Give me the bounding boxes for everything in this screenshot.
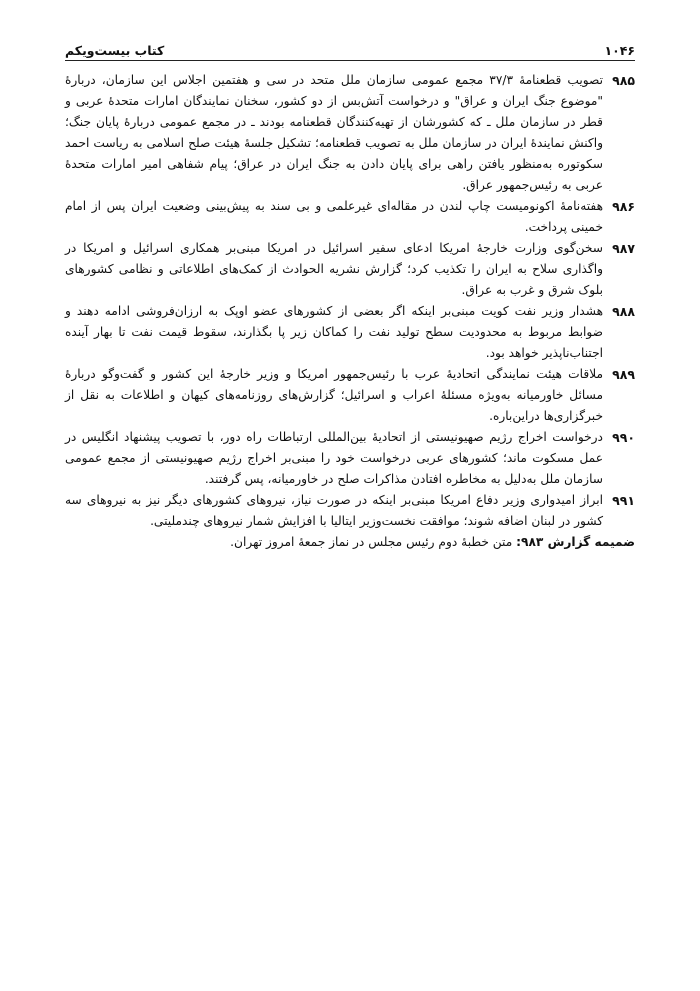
book-title: کتاب بیست‌ویکم (65, 43, 165, 58)
entry-number: ۹۸۵ (612, 73, 635, 88)
entry-text: هفته‌نامهٔ اکونومیست چاپ لندن در مقاله‌ای غیرعلمی و بی سند به پیش‌بینی وضعیت ایران پس از امام خمینی پرداخت. (65, 199, 603, 234)
entry-text: ملاقات هیئت نمایندگی اتحادیهٔ عرب با رئیس‌جمهور امریکا و وزیر خارجهٔ این کشور و گفت‌وگو دربارهٔ مسائل خاورمیانه به‌ویژه مسئلهٔ اعراب و اسرائیل؛ گزارش‌های روزنامه‌های کیهان و اطلاعات به نقل از خبرگزاری‌ها دراین‌باره. (65, 367, 603, 423)
entry-text: درخواست اخراج رژیم صهیونیستی از اتحادیهٔ بین‌المللی ارتباطات راه دور، با تصویب پیشنهاد انگلیس در عمل مسکوت ماند؛ کشورهای عربی درخواست خود را مبنی‌بر اخراج رژیم صهیونیستی از مجمع عمومی سازمان ملل به‌دلیل به مخاطره افتادن مذاکرات صلح در خاورمیانه، پس گرفتند. (65, 430, 603, 486)
entries-list (65, 70, 635, 553)
entry-text: سخن‌گوی وزارت خارجهٔ امریکا ادعای سفیر اسرائیل در امریکا مبنی‌بر همکاری اسرائیل و امریکا در واگذاری سلاح به ایران را تکذیب کرد؛ گزارش نشریه الحوادث از کمک‌های اطلاعاتی و نظامی کشورهای بلوک شرق و غرب به عراق. (65, 241, 603, 297)
supplement-label: ضمیمه گزارش ۹۸۳: (516, 535, 635, 549)
entry-number: ۹۸۹ (612, 367, 635, 382)
entry-text: تصویب قطعنامهٔ ۳۷/۳ مجمع عمومی سازمان ملل متحد در سی و هفتمین اجلاس این سازمان، دربارهٔ "موضوع جنگ ایران و عراق" و درخواست آتش‌بس از دو کشور، سخنان نمایندگان امارات متحدهٔ عربی و قطر در سازمان ملل ـ که کشورشان از تهیه‌کنندگان قطعنامه بودند ـ در مجمع عمومی دربارهٔ پایان جنگ؛ واکنش نمایندهٔ ایران در سازمان ملل به تصویب قطعنامه؛ تشکیل جلسهٔ هیئت صلح اسلامی به ریاست احمد سکوتوره به‌منظور یافتن راهی برای پایان دادن به جنگ ایران در عراق؛ پیام شفاهی امیر امارات متحدهٔ عربی به رئیس‌جمهور عراق. (65, 73, 603, 192)
entry-990 (65, 427, 635, 490)
supplement-text: متن خطبهٔ دوم رئیس مجلس در نماز جمعهٔ امروز تهران. (230, 535, 517, 549)
entry-986 (65, 196, 635, 238)
entry-number: ۹۹۰ (612, 430, 635, 445)
entry-text: هشدار وزیر نفت کویت مبنی‌بر اینکه اگر بعضی از کشورهای عضو اوپک به ارزان‌فروشی ادامه دهند و ضوابط مربوط به محدودیت سطح تولید نفت را کماکان زیر پا بگذارند، سقوط قیمت نفت تا بهار آینده اجتناب‌ناپذیر خواهد بود. (65, 304, 603, 360)
entry-989 (65, 364, 635, 427)
entry-991 (65, 490, 635, 532)
entry-number: ۹۸۷ (612, 241, 635, 256)
entry-988 (65, 301, 635, 364)
entry-number: ۹۸۶ (612, 199, 635, 214)
entry-985 (65, 70, 635, 196)
entry-number: ۹۹۱ (612, 493, 635, 508)
document-page (65, 0, 635, 991)
entry-987 (65, 238, 635, 301)
header-rule (65, 60, 635, 61)
entry-number: ۹۸۸ (612, 304, 635, 319)
supplement-note (65, 532, 635, 553)
entry-text: ابراز امیدواری وزیر دفاع امریکا مبنی‌بر اینکه در صورت نیاز، نیروهای کشورهای دیگر نیز به نیروهای سه کشور در لبنان اضافه شوند؛ موافقت نخست‌وزیر ایتالیا با افزایش شمار نیروهای چندملیتی. (65, 493, 603, 528)
page-number: ۱۰۴۶ (604, 43, 635, 58)
running-header (65, 36, 635, 58)
